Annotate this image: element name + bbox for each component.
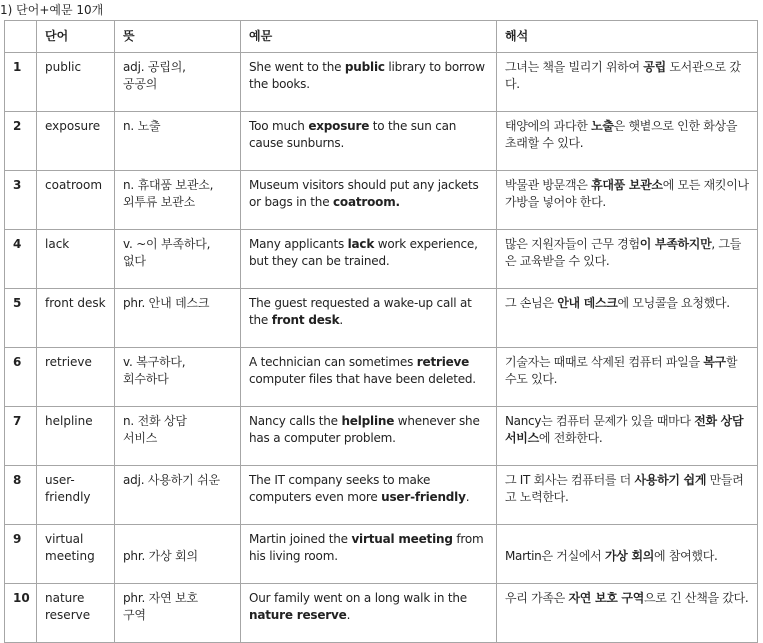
row-number-text: 1 (13, 60, 22, 74)
row-number (5, 230, 37, 289)
translation-cell (497, 53, 758, 112)
row-number (5, 584, 37, 643)
table-row (5, 289, 758, 348)
translation-keyword: 사용하기 쉽게 (634, 473, 707, 487)
example-text-rest: . (346, 608, 351, 622)
meaning-text: n. 휴대품 보관소, 외투류 보관소 (123, 178, 214, 209)
example-keyword: retrieve (416, 355, 470, 369)
translation-cell (497, 466, 758, 525)
meaning-cell (115, 466, 241, 525)
example-text: Too much (249, 119, 309, 133)
translation-keyword: 휴대품 보관소 (591, 178, 663, 192)
example-cell (241, 230, 497, 289)
meaning-text: phr. 가상 회의 (123, 549, 198, 563)
header-example: 예문 (241, 21, 497, 53)
example-keyword: user-friendly (381, 490, 466, 504)
meaning-cell (115, 53, 241, 112)
translation-line (505, 355, 737, 386)
row-number-text: 7 (13, 414, 22, 428)
table-caption: 1) 단어+예문 10개 (0, 3, 104, 17)
row-number (5, 112, 37, 171)
example-cell (241, 525, 497, 584)
table-row (5, 525, 758, 584)
row-number (5, 407, 37, 466)
table-row (5, 407, 758, 466)
table-row (5, 230, 758, 289)
row-number-text: 9 (13, 532, 22, 546)
meaning-text: n. 노출 (123, 119, 161, 133)
translation-cell (497, 584, 758, 643)
table-header-row (5, 21, 758, 53)
meaning-cell (115, 112, 241, 171)
translation-cell (497, 407, 758, 466)
word-cell (37, 348, 115, 407)
meaning-cell (115, 230, 241, 289)
translation-keyword: 안내 데스크 (557, 296, 618, 310)
example-cell (241, 584, 497, 643)
word-text: lack (45, 237, 70, 251)
translation-keyword: 복구 (703, 355, 726, 369)
word-text: retrieve (45, 355, 92, 369)
row-number-text: 10 (13, 591, 30, 605)
example-text: Many applicants (249, 237, 348, 251)
translation-keyword: 자연 보호 구역 (568, 591, 645, 605)
row-number (5, 525, 37, 584)
meaning-text: adj. 공립의, 공공의 (123, 60, 186, 91)
example-cell (241, 466, 497, 525)
example-text: Martin joined the (249, 532, 352, 546)
example-text: The guest requested a wake-up call at the (249, 296, 472, 327)
meaning-text: v. 복구하다, 회수하다 (123, 355, 186, 386)
word-cell (37, 584, 115, 643)
word-cell (37, 289, 115, 348)
example-keyword: public (344, 60, 385, 74)
word-text: front desk (45, 296, 106, 310)
example-text-rest: to the sun can cause sunburns. (249, 119, 457, 150)
meaning-cell (115, 171, 241, 230)
word-text: public (45, 60, 82, 74)
translation-text: 그 손님은 (505, 296, 558, 310)
example-keyword: exposure (308, 119, 370, 133)
example-text: Nancy calls the (249, 414, 342, 428)
example-text-rest: work experience, but they can be trained. (249, 237, 478, 268)
translation-cell (497, 112, 758, 171)
word-cell (37, 466, 115, 525)
translation-keyword: 공립 (643, 60, 666, 74)
translation-text-rest: 에 전화한다. (538, 431, 603, 445)
example-text-rest: library to borrow the books. (249, 60, 485, 91)
header-meaning: 뜻 (115, 21, 241, 53)
meaning-cell (115, 289, 241, 348)
vocabulary-table (4, 20, 758, 643)
word-text: virtual meeting (45, 532, 95, 563)
translation-text: 그 IT 회사는 컴퓨터를 더 (505, 473, 635, 487)
translation-text-rest: 만들려고 노력한다. (505, 473, 744, 504)
translation-line (505, 178, 749, 209)
example-cell (241, 407, 497, 466)
translation-text-rest: 으로 긴 산책을 갔다. (644, 591, 749, 605)
meaning-cell (115, 407, 241, 466)
row-number (5, 171, 37, 230)
meaning-cell (115, 348, 241, 407)
example-keyword: helpline (341, 414, 395, 428)
word-text: nature reserve (45, 591, 91, 622)
translation-text-rest: 에 모닝콜을 요청했다. (617, 296, 730, 310)
example-text: She went to the (249, 60, 345, 74)
word-cell (37, 53, 115, 112)
row-number (5, 466, 37, 525)
word-cell (37, 230, 115, 289)
example-text: Museum visitors should put any jackets or bags in the (249, 178, 479, 209)
row-number (5, 53, 37, 112)
example-text-rest: . (339, 313, 344, 327)
translation-line (505, 473, 744, 504)
example-text-rest: . (465, 490, 470, 504)
meaning-text: adj. 사용하기 쉬운 (123, 473, 220, 487)
translation-line (505, 237, 741, 268)
translation-text-rest: , 그들은 교육받을 수 있다. (505, 237, 742, 268)
table-row (5, 112, 758, 171)
translation-text-rest: 에 참여했다. (654, 549, 718, 563)
translation-cell (497, 348, 758, 407)
row-number-text: 2 (13, 119, 22, 133)
translation-line (505, 296, 730, 310)
translation-text: Martin은 거실에서 (505, 549, 605, 563)
table-row (5, 171, 758, 230)
example-cell (241, 53, 497, 112)
row-number-text: 3 (13, 178, 22, 192)
meaning-text: phr. 안내 데스크 (123, 296, 210, 310)
translation-text-rest: 은 햇볕으로 인한 화상을 초래할 수 있다. (505, 119, 738, 150)
word-cell (37, 525, 115, 584)
example-keyword: virtual meeting (351, 532, 453, 546)
translation-line (505, 60, 741, 91)
translation-text-rest: 할 수도 있다. (505, 355, 738, 386)
row-number-text: 4 (13, 237, 22, 251)
word-cell (37, 112, 115, 171)
translation-text-rest: 에 모든 재킷이나 가방을 넣어야 한다. (505, 178, 749, 209)
translation-keyword: 전화 상담 서비스 (505, 414, 744, 445)
translation-keyword: 가상 회의 (604, 549, 655, 563)
word-cell (37, 407, 115, 466)
translation-cell (497, 525, 758, 584)
row-number-text: 5 (13, 296, 22, 310)
row-number (5, 289, 37, 348)
table-row (5, 584, 758, 643)
translation-line (505, 531, 751, 565)
meaning-text: phr. 자연 보호 구역 (123, 591, 198, 622)
word-text: helpline (45, 414, 93, 428)
translation-keyword: 노출 (591, 119, 614, 133)
row-number (5, 348, 37, 407)
word-text: exposure (45, 119, 101, 133)
translation-keyword: 이 부족하지만 (639, 237, 712, 251)
example-text: Our family went on a long walk in the (249, 591, 467, 605)
example-keyword: nature reserve (249, 608, 347, 622)
translation-text-rest: 도서관으로 갔다. (505, 60, 741, 91)
example-text-rest: computer files that have been deleted. (249, 372, 476, 386)
header-word: 단어 (37, 21, 115, 53)
translation-cell (497, 171, 758, 230)
translation-line (505, 414, 743, 445)
example-text-rest: from his living room. (249, 532, 484, 563)
translation-text: 많은 지원자들이 근무 경험 (505, 237, 640, 251)
example-cell (241, 112, 497, 171)
example-cell (241, 348, 497, 407)
word-text: user-friendly (45, 473, 91, 504)
example-keyword: coatroom. (333, 195, 400, 209)
header-translation: 해석 (497, 21, 758, 53)
example-text-rest: whenever she has a computer problem. (249, 414, 480, 445)
row-number-text: 6 (13, 355, 22, 369)
translation-text: Nancy는 컴퓨터 문제가 있을 때마다 (505, 414, 695, 428)
row-number-text: 8 (13, 473, 22, 487)
translation-text: 우리 가족은 (505, 591, 569, 605)
word-cell (37, 171, 115, 230)
translation-text: 그녀는 책을 빌리기 위하여 (505, 60, 644, 74)
translation-cell (497, 230, 758, 289)
header-number (5, 21, 37, 53)
example-cell (241, 289, 497, 348)
translation-text: 박물관 방문객은 (505, 178, 592, 192)
example-text: A technician can sometimes (249, 355, 417, 369)
table-row (5, 466, 758, 525)
meaning-cell (115, 525, 241, 584)
example-keyword: lack (347, 237, 375, 251)
example-keyword: front desk (271, 313, 340, 327)
meaning-cell (115, 584, 241, 643)
meaning-text: v. ~이 부족하다, 없다 (123, 237, 211, 268)
meaning-text: n. 전화 상담 서비스 (123, 414, 187, 445)
table-row (5, 53, 758, 112)
translation-cell (497, 289, 758, 348)
translation-line (505, 119, 737, 150)
example-cell (241, 171, 497, 230)
word-text: coatroom (45, 178, 103, 192)
example-text: The IT company seeks to make computers even more (249, 473, 431, 504)
translation-text: 태양에의 과다한 (505, 119, 592, 133)
table-row (5, 348, 758, 407)
translation-text: 기술자는 때때로 삭제된 컴퓨터 파일을 (505, 355, 704, 369)
